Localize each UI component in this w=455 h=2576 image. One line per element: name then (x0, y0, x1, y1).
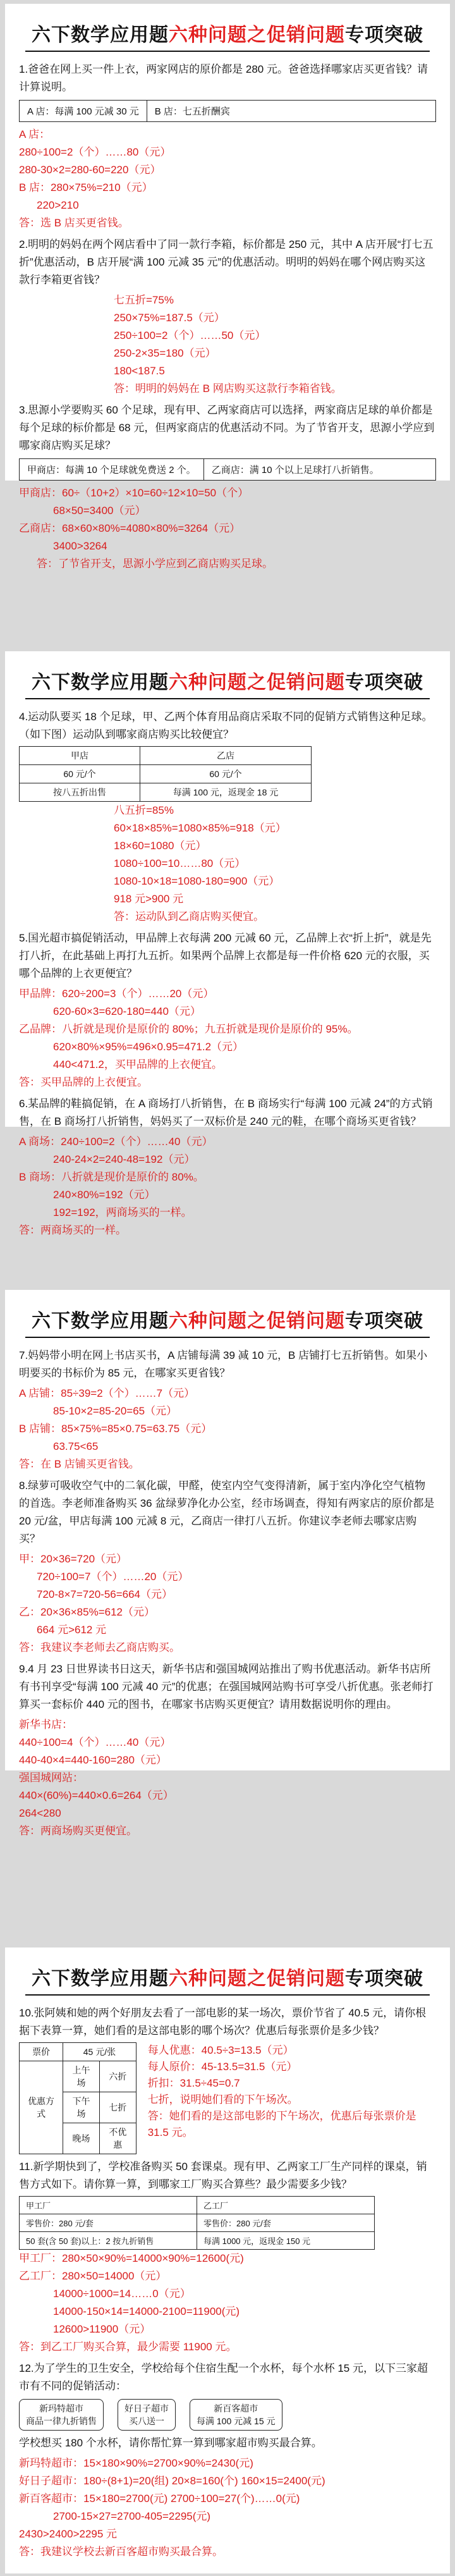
answer-12: 新玛特超市：15×180×90%=2700×90%=2430(元) 好日子超市：180÷(8+1)=20(组) 20×8=160(个) 160×15=2400(元) 新百客超市：15×180=2700(元) 2700÷100=27(个)……0(元) 2700-15×27=2700-405=2295(元) 2430>2400>2295 元 答：我建议学校去新百客超市购买最合算。 (19, 2457, 325, 2558)
factory-table: 甲工厂 乙工厂 零售价：280 元/套 零售价：280 元/套 50 套(含 50 套)以上：2 按九折销售 每满 1000 元，返现金 150 元 (19, 2196, 375, 2250)
question-12: 12.为了学生的卫生安全，学校给每个住宿生配一个水杯，每个水杯 15 元，以下三家超市有不同的促销活动： (19, 2362, 428, 2392)
title-underline (25, 1994, 430, 1996)
question-5: 5.国光超市搞促销活动，甲品牌上衣每满 200 元减 60 元，乙品牌上衣“折上折”，就是先打八折，在此基础上再打九五折。如果两个品牌上衣都是每一件价格 620 元的衣服，买哪个品牌的上衣更便宜？ (19, 932, 432, 979)
answer-6: A 商场：240÷100=2（个）……40（元） 240-24×2=240-48=192（元） B 商场：八折就是现价是原价的 80%。 240×80%=192（元） 192=192，两商场买的一样。 答：两商场买的一样。 (19, 1136, 213, 1236)
page-title: 六下数学应用题六种问题之促销问题专项突破 (32, 1968, 423, 1989)
answer-7: A 店铺：85÷39=2（个）……7（元） 85-10×2=85-20=65（元） B 店铺：85×75%=85×0.75=63.75（元） 63.75<65 答：在 B 店铺买更省钱。 (19, 1387, 212, 1470)
page-title: 六下数学应用题六种问题之促销问题专项突破 (32, 1311, 423, 1332)
question-1: 1.爸爸在网上买一件上衣，两家网店的原价都是 280 元。爸爸选择哪家店买更省钱？请计算说明。 (19, 63, 428, 93)
worksheet-section-4 (5, 1947, 450, 2573)
question-12-ask: 学校想买 180 个水杯，请你帮忙算一算到哪家超市购买最合算。 (19, 2437, 322, 2449)
offer-a: A 店：每满 100 元减 30 元 (27, 106, 139, 117)
page-title: 六下数学应用题六种问题之促销问题专项突破 (32, 25, 423, 46)
answer-9: 新华书店： 440÷100=4（个）……40（元） 440-40×4=440-160=280（元） 强国城网站： 440×(60%)=440×0.6=264（元） 264<280 答：两商场购买更便宜。 (19, 1719, 174, 1837)
question-8: 8.绿萝可吸收空气中的二氧化碳，甲醛，使室内空气变得清新，属于室内净化空气植物的首选。李老师准备购买 36 盆绿萝净化办公室，经市场调查，得知有两家店的原价都是 20 元/盆，甲店每满 100 元减 8 元，乙商店一律打八五折。你建议李老师去哪家店购买？ (19, 1480, 435, 1545)
question-2: 2.明明的妈妈在两个网店看中了同一款行李箱，标价都是 250 元，其中 A 店开展“打七五折”优惠活动，B 店开展“满 100 元减 35 元”的优惠活动。明明的妈妈在哪个网店购买这款行李箱更省钱？ (19, 238, 434, 286)
question-11: 11.新学期快到了，学校准备购买 50 套课桌。现有甲、乙两家工厂生产同样的课桌，销售方式如下。请你算一算，到哪家工厂购买合算些？最少需要多少钱？ (19, 2161, 427, 2190)
answer-8: 甲：20×36=720（元） 720÷100=7（个）……20（元） 720-8×7=720-56=664（元） 乙：20×36×85%=612（元） 664 元>612 元 答：我建议李老师去乙商店购买。 (19, 1553, 189, 1653)
shop-card: 好日子超市 买八送一 (118, 2399, 176, 2431)
offer-b: B 店：七五折酬宾 (147, 101, 238, 121)
answer-5: 甲品牌：620÷200=3（个）……20（元） 620-60×3=620-180=440（元） 乙品牌：八折就是现价是原价的 80%；九五折就是现价是原价的 95%。 620×80%×95%=496×0.95=471.2（元） 440<471.2，买甲品牌的上衣便宜。 答：买甲品牌的上衣便宜。 (19, 988, 358, 1088)
page-title: 六下数学应用题六种问题之促销问题专项突破 (32, 672, 423, 693)
shop-card: 新百客超市 每满 100 元减 15 元 (190, 2399, 282, 2431)
answer-11: 甲工厂：280×50×90%=14000×90%=12600(元) 乙工厂：280×50=14000（元） 14000÷1000=14……0（元） 14000-150×14=14000-2100=11900(元) 12600>11900（元） 答：到乙工厂购买合算，最少需要 11900 元。 (19, 2252, 244, 2353)
answer-2: 七五折=75% 250×75%=187.5（元） 250÷100=2（个）……50（元） 250-2×35=180（元） 180<187.5 答：明明的妈妈在 B 网店购买这款行李箱省钱。 (114, 294, 342, 395)
answer-3: 甲商店：60÷（10+2）×10=60÷12×10=50（个） 68×50=3400（元） 乙商店：68×60×80%=4080×80%=3264（元） 3400>3264 答：了节省开支，思源小学应到乙商店购买足球。 (19, 487, 273, 570)
title-underline (25, 698, 430, 699)
question-10: 10.张阿姨和她的两个好朋友去看了一部电影的某一场次，票价节省了 40.5 元，请你根据下表算一算，她们看的是这部电影的哪个场次？优惠后每张票价是多少钱？ (19, 2007, 427, 2037)
offer-a: 甲商店：每满 10 个足球就免费送 2 个。 (27, 465, 196, 475)
offer-b: 乙商店：满 10 个以上足球打八折销售。 (203, 459, 387, 480)
question-7: 7.妈妈带小明在网上书店买书，A 店铺每满 39 减 10 元，B 店铺打七五折销售。如果小明要买的书标价为 85 元，在哪家买更省钱？ (19, 1349, 428, 1379)
question-4: 4.运动队要买 18 个足球，甲、乙两个体育用品商店采取不同的促销方式销售这种足球。（如下图）运动队到哪家商店购买比较便宜？ (19, 711, 433, 740)
offer-table: 甲店 乙店 60 元/个 60 元/个 按八五折出售 每满 100 元，返现金 18 元 (19, 746, 312, 802)
ticket-table: 票价 45 元/张 优惠方式 上午场 六折 下午场 七折 晚场 不优惠 (19, 2042, 136, 2154)
shop-list (19, 2399, 436, 2431)
question-6: 6.某品牌的鞋搞促销，在 A 商场打八折销售，在 B 商场实行“每满 100 元减 24”的方式销售，在 B 商场打八折销售，妈妈买了一双标价是 240 元的鞋，在哪个商场买更省钱？ (19, 1098, 433, 1127)
question-9: 9.4 月 23 日世界读书日这天，新华书店和强国城网站推出了购书优惠活动。新华书店所有书刊享受“每满 100 元减 40 元”的优惠；在强国城网站购书可享受八折优惠。张老师打算买一套标价 440 元的图书，在哪家书店购买更便宜？请用数据说明你的理由。 (19, 1663, 434, 1710)
shop-card: 新玛特超市 商品一律九折销售 (19, 2399, 104, 2431)
offer-box (19, 100, 436, 122)
question-3: 3.思源小学要购买 60 个足球，现有甲、乙两家商店可以选择，两家商店足球的单价都是每个足球的标价都是 68 元，但两家商店的优惠活动不同。为了节省开支，思源小学应到哪家商店购买足球？ (19, 404, 435, 451)
answer-10: 每人优惠：40.5÷3=13.5（元） 每人原价：45-13.5=31.5（元） 折扣：31.5÷45=0.7 七折，说明她们看的下午场次。 答：她们看的是这部电影的下午场次，优惠后每张票价是 31.5 元。 (147, 2044, 416, 2138)
answer-1: A 店： 280÷100=2（个）……80（元） 280-30×2=280-60=220（元） B 店：280×75%=210（元） 220>210 答：选 B 店买更省钱。 (19, 128, 171, 229)
offer-box (19, 458, 436, 481)
worksheet-section-1 (5, 4, 450, 570)
worksheet-section-2 (5, 651, 450, 1236)
title-underline (25, 1337, 430, 1338)
worksheet-section-3 (5, 1290, 450, 1837)
title-underline (25, 51, 430, 52)
answer-4: 八五折=85% 60×18×85%=1080×85%=918（元） 18×60=1080（元） 1080÷100=10……80（元） 1080-10×18=1080-180=900（元） 918 元>900 元 答：运动队到乙商店购买便宜。 (114, 804, 286, 923)
